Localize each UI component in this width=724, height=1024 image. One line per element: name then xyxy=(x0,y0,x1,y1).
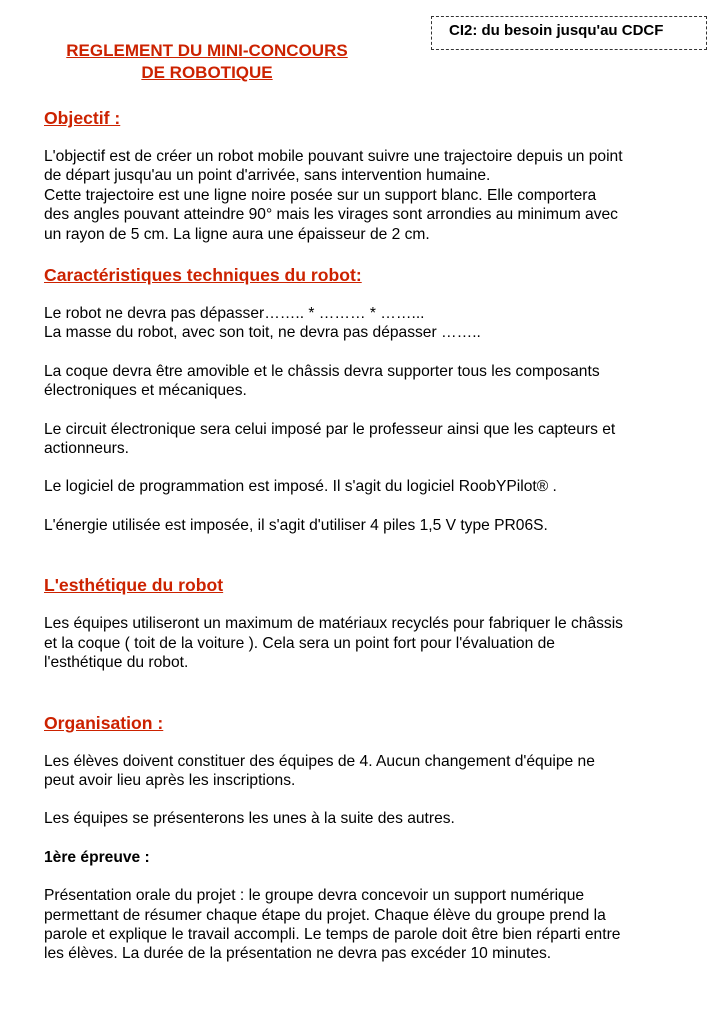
caracteristiques-circuit xyxy=(44,420,694,459)
caracteristiques-dimensions xyxy=(44,304,694,343)
objectif-line: Cette trajectoire est une ligne noire posée sur un support blanc. Elle comportera xyxy=(44,186,597,204)
caracteristiques-line: La masse du robot, avec son toit, ne devra pas dépasser …….. xyxy=(44,324,481,342)
heading-esthetique: L'esthétique du robot xyxy=(44,575,224,596)
course-tag-box xyxy=(431,16,707,50)
objectif-line: L'objectif est de créer un robot mobile pouvant suivre une trajectoire depuis un point xyxy=(44,148,623,165)
esthetique-paragraph xyxy=(44,614,694,672)
caracteristiques-line: électroniques et mécaniques. xyxy=(44,382,247,400)
page-title xyxy=(44,40,370,84)
organisation-line: peut avoir lieu après les inscriptions. xyxy=(44,771,296,789)
epreuve-1-heading: 1ère épreuve : xyxy=(44,848,150,866)
esthetique-line: et la coque ( toit de la voiture ). Cela sera un point fort pour l'évaluation de xyxy=(44,634,555,652)
epreuve-1-line: les élèves. La durée de la présentation ne devra pas excéder 10 minutes. xyxy=(44,945,552,963)
epreuve-1-paragraph xyxy=(44,886,694,964)
page-title-line-2: DE ROBOTIQUE xyxy=(141,63,273,82)
esthetique-line: l'esthétique du robot. xyxy=(44,654,189,672)
heading-objectif: Objectif : xyxy=(44,108,121,128)
epreuve-1-line: parole et explique le travail accompli. Le temps de parole doit être bien réparti entre xyxy=(44,925,621,943)
page-title-line-1: REGLEMENT DU MINI-CONCOURS xyxy=(66,41,348,60)
epreuve-1-line: permettant de résumer chaque étape du projet. Chaque élève du groupe prend la xyxy=(44,906,606,924)
objectif-line: des angles pouvant atteindre 90° mais les virages sont arrondies au minimum avec xyxy=(44,206,618,224)
objectif-line: de départ jusqu'au un point d'arrivée, sans intervention humaine. xyxy=(44,167,491,185)
document-body xyxy=(44,106,694,983)
caracteristiques-line: Le circuit électronique sera celui imposé par le professeur ainsi que les capteurs et xyxy=(44,420,616,438)
caracteristiques-energie: L'énergie utilisée est imposée, il s'agit d'utiliser 4 piles 1,5 V type PR06S. xyxy=(44,516,548,534)
esthetique-line: Les équipes utiliseront un maximum de matériaux recyclés pour fabriquer le châssis xyxy=(44,615,623,633)
objectif-line: un rayon de 5 cm. La ligne aura une épaisseur de 2 cm. xyxy=(44,225,430,243)
course-tag-text: CI2: du besoin jusqu'au CDCF xyxy=(449,22,664,39)
heading-caracteristiques: Caractéristiques techniques du robot: xyxy=(44,265,362,286)
organisation-ordre: Les équipes se présenterons les unes à la suite des autres. xyxy=(44,810,455,828)
caracteristiques-line: actionneurs. xyxy=(44,440,129,458)
heading-organisation: Organisation : xyxy=(44,712,164,733)
organisation-line: Les élèves doivent constituer des équipes de 4. Aucun changement d'équipe ne xyxy=(44,752,595,770)
caracteristiques-line: Le robot ne devra pas dépasser…….. * ……… * ……... xyxy=(44,305,425,323)
caracteristiques-logiciel: Le logiciel de programmation est imposé. Il s'agit du logiciel RoobYPilot® . xyxy=(44,478,557,496)
organisation-equipes xyxy=(44,752,694,791)
caracteristiques-coque xyxy=(44,362,694,401)
epreuve-1-line: Présentation orale du projet : le groupe devra concevoir un support numérique xyxy=(44,887,585,905)
caracteristiques-line: La coque devra être amovible et le châssis devra supporter tous les composants xyxy=(44,362,600,380)
objectif-paragraph xyxy=(44,147,694,244)
